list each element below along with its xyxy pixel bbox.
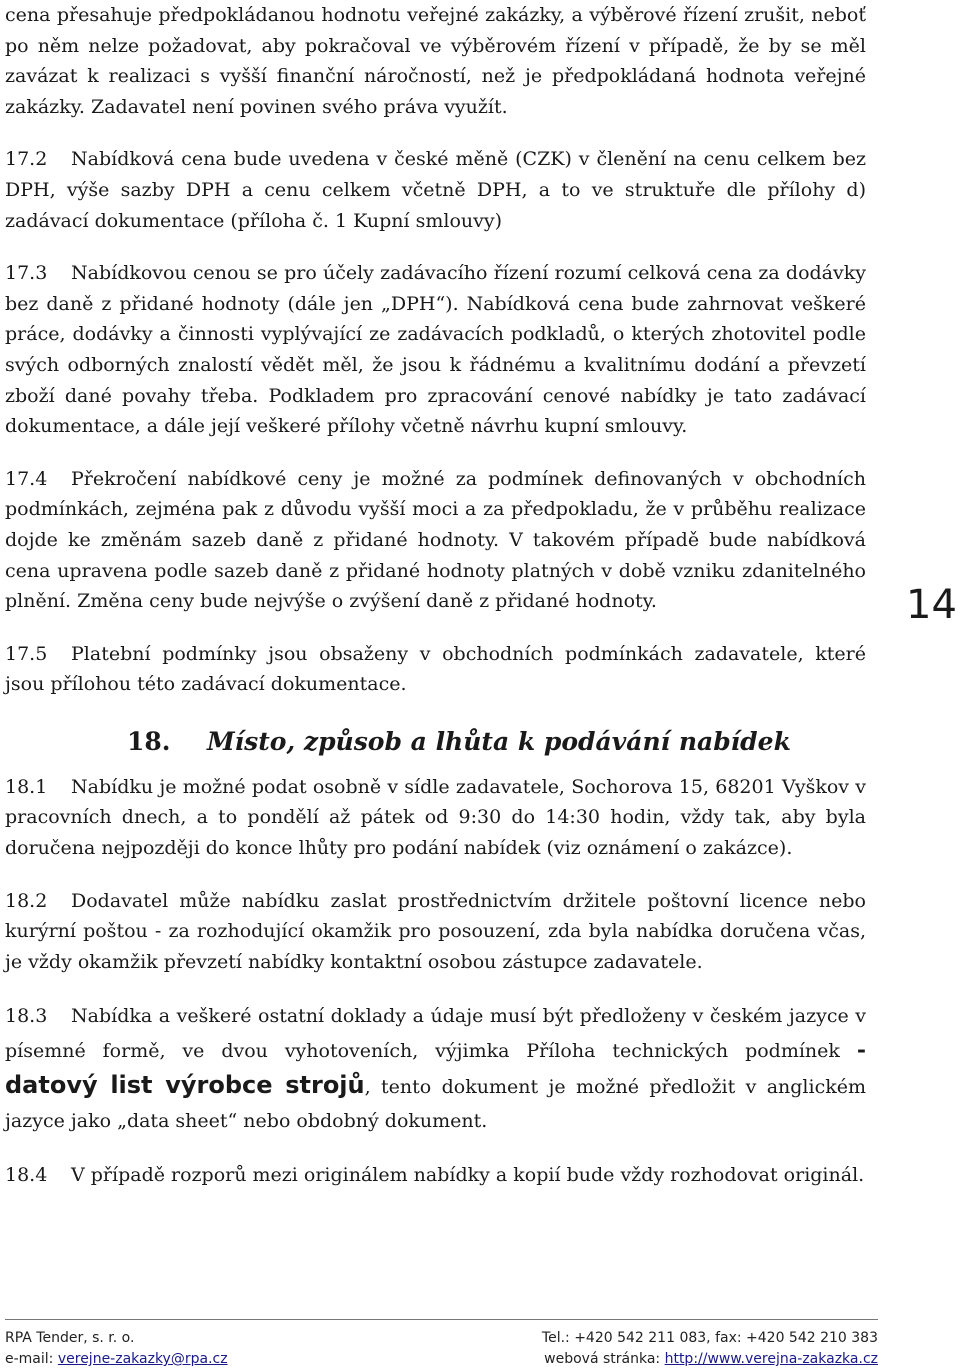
section-number: 18.2 xyxy=(5,889,48,912)
page-footer xyxy=(5,1319,878,1370)
footer-web-link[interactable]: http://www.verejna-zakazka.cz xyxy=(664,1351,878,1367)
footer-web-label: webová stránka: xyxy=(544,1351,661,1367)
section-text: Nabídku je možné podat osobně v sídle zadavatele, Sochorova 15, 68201 Vyškov v pracovních dnech, a to pondělí až pátek od 9:30 do 14:30 hodin, vždy tak, aby byla doručena nejpozději do konce lhůty pro podání nabídek (viz oznámení o zakázce). xyxy=(5,775,866,860)
section-text: Nabídka a veškeré ostatní doklady a údaje musí být předloženy v českém jazyce v písemné formě, ve dvou vyhotoveních, výjimka Příloha technických podmínek xyxy=(5,1005,866,1063)
section-number: 17.4 xyxy=(5,467,48,490)
section-18-4 xyxy=(5,1160,866,1191)
section-17-5 xyxy=(5,639,866,700)
section-17-2 xyxy=(5,144,866,236)
section-number: 17.2 xyxy=(5,148,48,171)
footer-row-1 xyxy=(5,1328,878,1349)
footer-company: RPA Tender, s. r. o. xyxy=(5,1330,135,1346)
footer-web-block xyxy=(544,1349,878,1370)
section-17-3 xyxy=(5,258,866,442)
footer-email-block xyxy=(5,1349,228,1370)
footer-email-label: e-mail: xyxy=(5,1351,54,1367)
heading-number: 18. xyxy=(127,726,171,756)
section-text: Nabídkovou cenou se pro účely zadávacího řízení rozumí celková cena za dodávky bez daně z přidané hodnoty (dále jen „DPH“). Nabídková cena bude zahrnovat veškeré práce, dodávky a činnosti vyplývající ze zadávacích podkladů, o kterých zhotovitel podle svých odborných znalostí vědět měl, že jsou k řádnému a kvalitnímu dodání a převzetí zboží dané povahy třeba. Podkladem pro zpracování cenové nabídky je tato zadávací dokumentace, a dále její veškeré přílohy včetně návrhu kupní smlouvy. xyxy=(5,262,866,438)
heading-title: Místo, způsob a lhůta k podávání nabídek xyxy=(207,726,791,756)
footer-row-2 xyxy=(5,1349,878,1370)
section-number: 18.1 xyxy=(5,775,48,798)
section-text: V případě rozporů mezi originálem nabídky a kopií bude vždy rozhodovat originál. xyxy=(71,1164,865,1187)
section-text: Překročení nabídkové ceny je možné za podmínek definovaných v obchodních podmínkách, zejména pak z důvodu vyšší moci a za předpokladu, že v průběhu realizace dojde ke změnám sazeb daně z přidané hodnoty. V takovém případě bude nabídková cena upravena podle sazeb daně z přidané hodnoty platných v době vzniku zdanitelného plnění. Změna ceny bude nejvýše o zvýšení daně z přidané hodnoty. xyxy=(5,467,866,613)
section-text: Nabídková cena bude uvedena v české měně (CZK) v členění na cenu celkem bez DPH, výše sazby DPH a cenu celkem včetně DPH, a to ve struktuře dle přílohy d) zadávací dokumentace (příloha č. 1 Kupní smlouvy) xyxy=(5,148,866,232)
section-number: 18.3 xyxy=(5,1005,48,1028)
section-18-3 xyxy=(5,999,866,1138)
section-number: 17.3 xyxy=(5,262,48,285)
section-18-1 xyxy=(5,772,866,864)
document-body xyxy=(5,0,866,1191)
intro-paragraph: cena přesahuje předpokládanou hodnotu veřejné zakázky, a výběrové řízení zrušit, neboť po něm nelze požadovat, aby pokračoval ve výběrovém řízení v případě, že by se měl zavázat k realizaci s vyšší finanční náročností, než je předpokládaná hodnota veřejné zakázky. Zadavatel není povinen svého práva využít. xyxy=(5,4,866,118)
section-text: Platební podmínky jsou obsaženy v obchodních podmínkách zadavatele, které jsou přílohou této zadávací dokumentace. xyxy=(5,642,866,696)
footer-phone: Tel.: +420 542 211 083, fax: +420 542 210 383 xyxy=(541,1330,878,1346)
section-number: 18.4 xyxy=(5,1164,48,1187)
section-17-4 xyxy=(5,464,866,617)
section-18-heading xyxy=(5,724,866,760)
bold-phrase: datový list výrobce strojů xyxy=(5,1071,365,1100)
section-number: 17.5 xyxy=(5,642,48,665)
section-18-2 xyxy=(5,886,866,978)
section-text: Dodavatel může nabídku zaslat prostřednictvím držitele poštovní licence nebo kurýrní poštou - za rozhodující okamžik pro posouzení, zda byla nabídka doručena včas, je vždy okamžik převzetí nabídky kontaktní osobou zástupce zadavatele. xyxy=(5,889,866,973)
page-number: 14 xyxy=(906,582,957,628)
section-text-continued: , tento dokument je možné předložit v anglickém jazyce jako „data sheet“ nebo obdobný dokument. xyxy=(5,1076,867,1133)
dash-separator: - xyxy=(856,1037,866,1064)
footer-email-link[interactable]: verejne-zakazky@rpa.cz xyxy=(57,1351,228,1367)
